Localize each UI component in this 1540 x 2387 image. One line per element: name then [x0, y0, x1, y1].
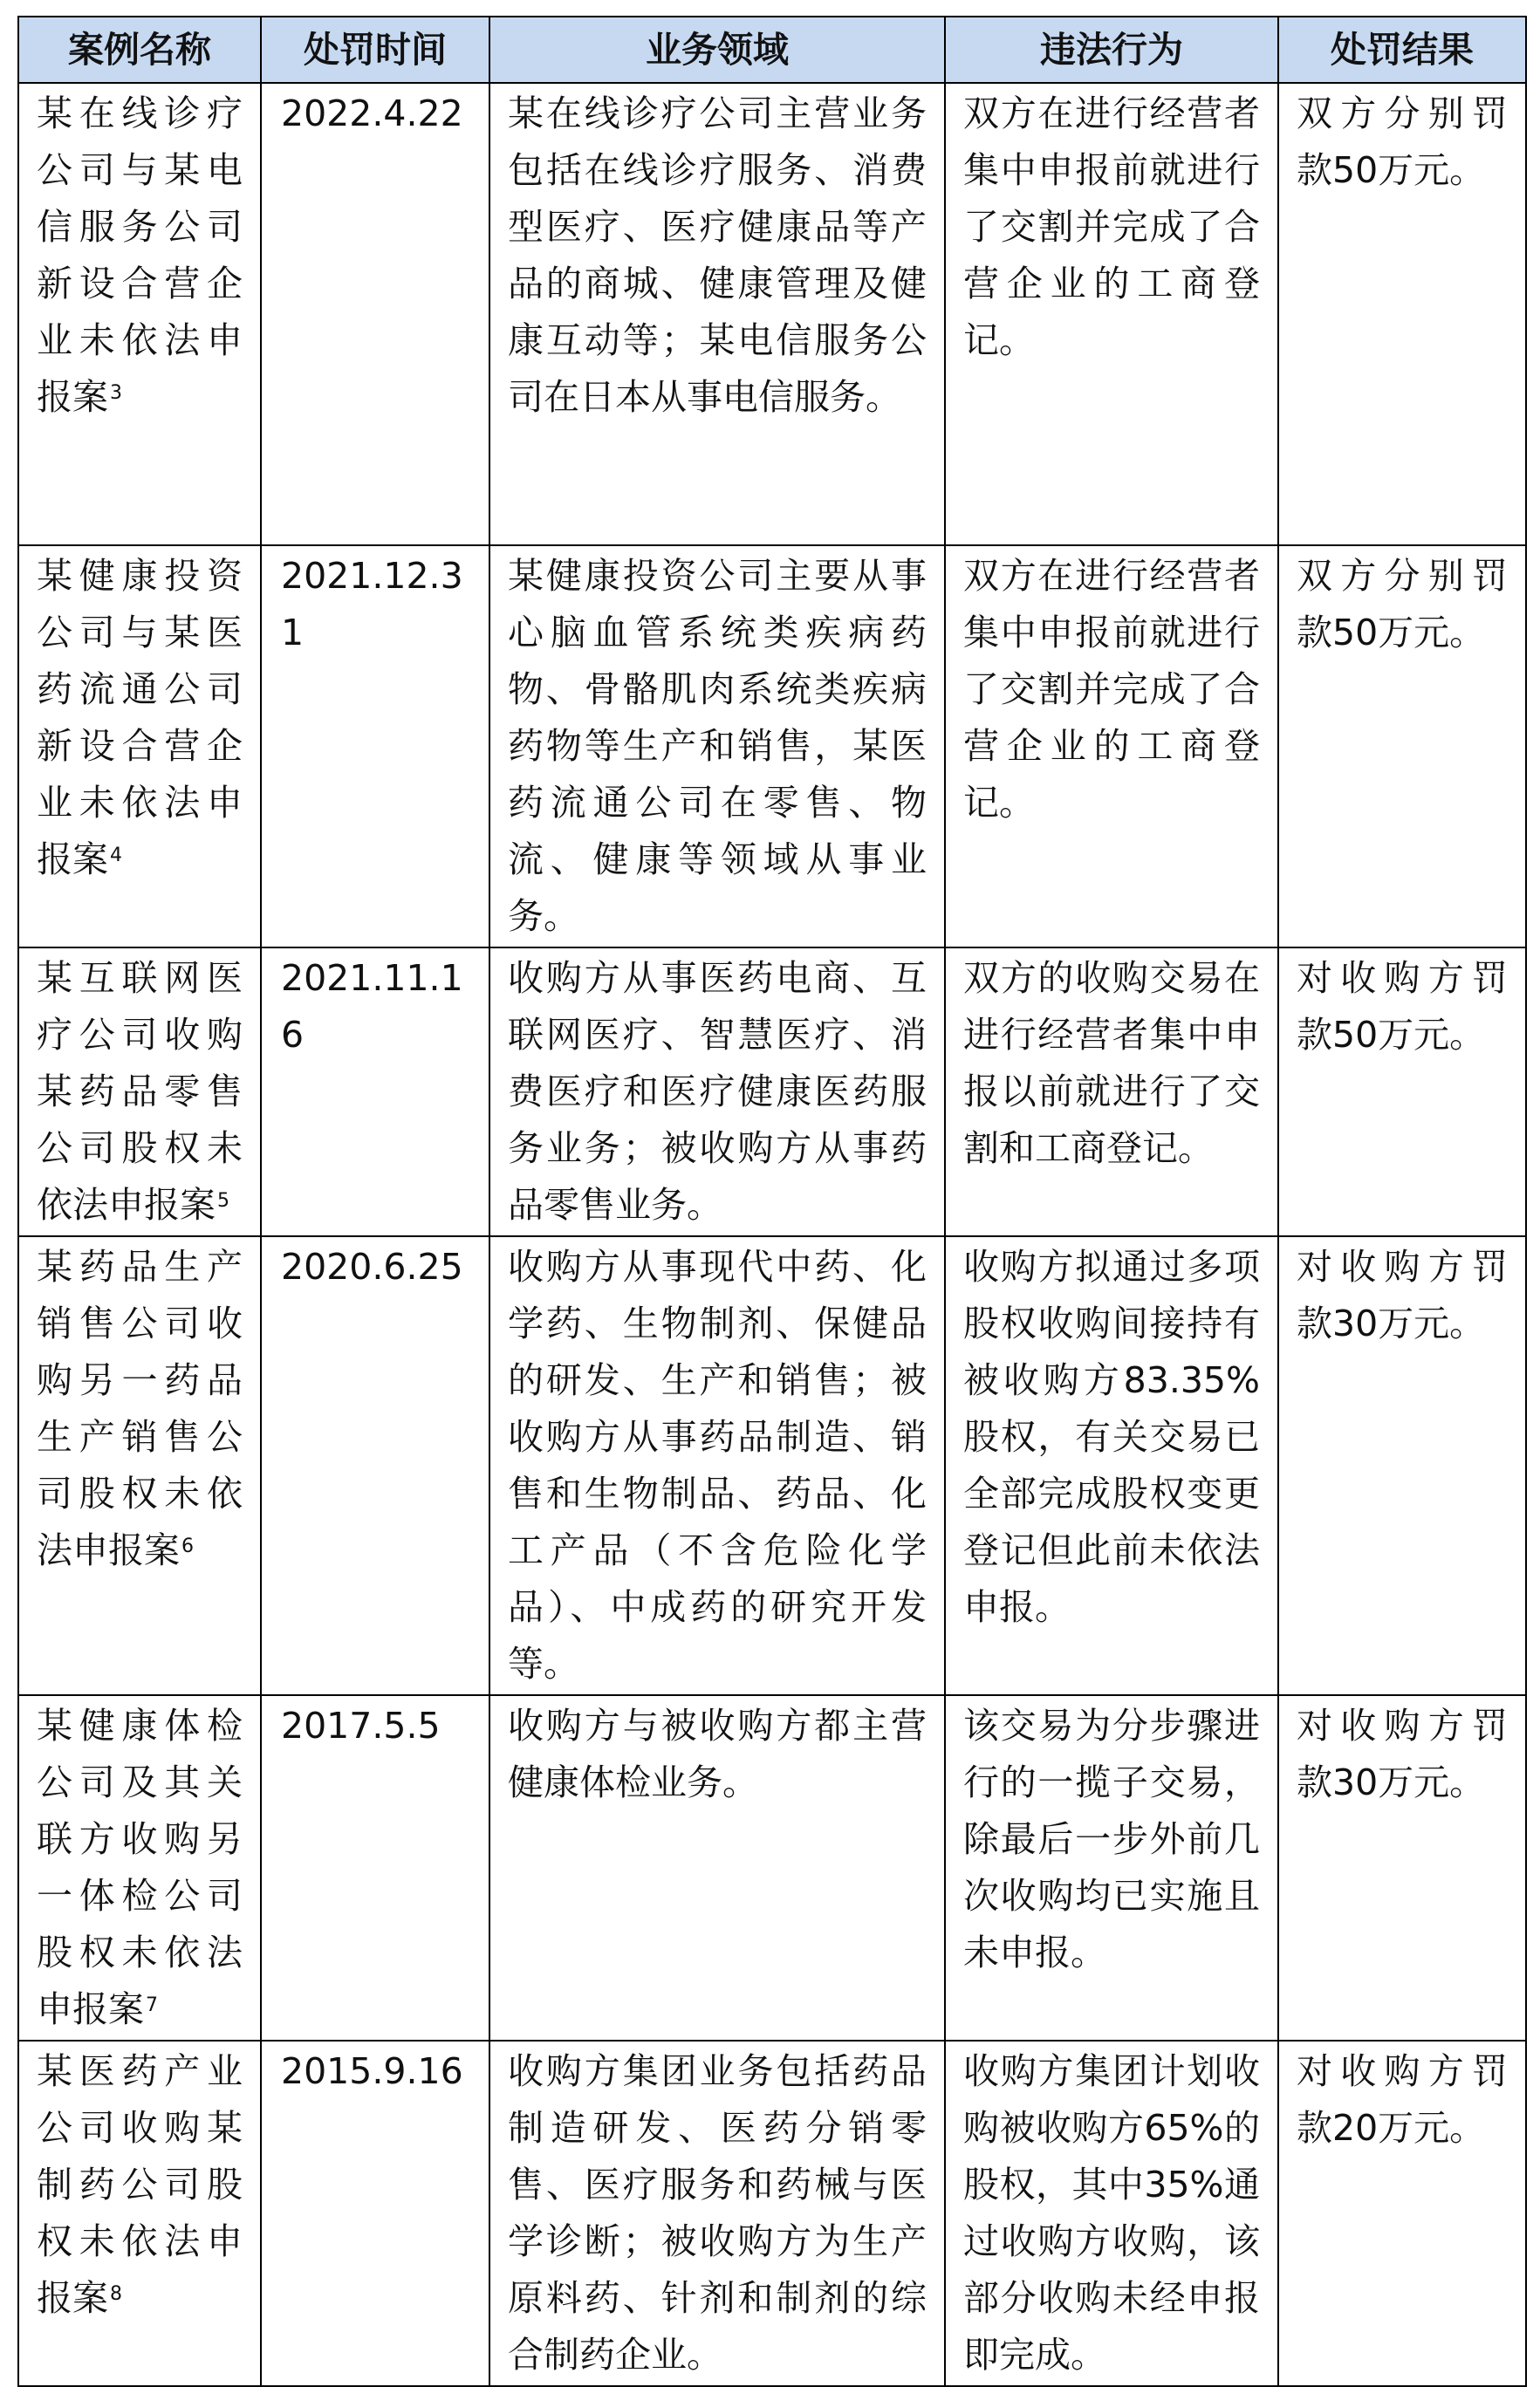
footnote-marker: 7: [146, 1994, 158, 2016]
business-field-cell: 收购方从事医药电商、互联网医疗、智慧医疗、消费医疗和医疗健康医药服务业务；被收购方从事药品零售业务。: [489, 947, 945, 1236]
case-name-cell: [18, 83, 261, 545]
footnote-marker: 5: [217, 1190, 229, 1212]
case-name-cell: [18, 1695, 261, 2041]
case-name: 某健康体检公司及其关联方收购另一体检公司股权未依法申报案: [37, 1705, 243, 2030]
violation-cell: 收购方拟通过多项股权收购间接持有被收购方83.35%股权，有关交易已全部完成股权变更登记但此前未依法申报。: [945, 1236, 1278, 1695]
penalty-result-cell: 双方分别罚款50万元。: [1278, 83, 1526, 545]
table-row: [18, 2041, 1526, 2386]
table-row: [18, 545, 1526, 947]
penalty-date-cell: 2022.4.22: [261, 83, 489, 545]
case-name: 某在线诊疗公司与某电信服务公司新设合营企业未依法申报案: [37, 92, 243, 418]
penalty-date-cell: 2020.6.25: [261, 1236, 489, 1695]
business-field-cell: 某健康投资公司主要从事心脑血管系统类疾病药物、骨骼肌肉系统类疾病药物等生产和销售，某医药流通公司在零售、物流、健康等领域从事业务。: [489, 545, 945, 947]
table-header-row: [18, 17, 1526, 83]
penalty-result-cell: 双方分别罚款50万元。: [1278, 545, 1526, 947]
violation-cell: 双方在进行经营者集中申报前就进行了交割并完成了合营企业的工商登记。: [945, 545, 1278, 947]
violation-cell: 收购方集团计划收购被收购方65%的股权，其中35%通过收购方收购，该部分收购未经申报即完成。: [945, 2041, 1278, 2386]
violation-cell: 该交易为分步骤进行的一揽子交易，除最后一步外前几次收购均已实施且未申报。: [945, 1695, 1278, 2041]
penalty-result-cell: 对收购方罚款30万元。: [1278, 1236, 1526, 1695]
header-business-field: 业务领域: [489, 17, 945, 83]
footnote-marker: 3: [110, 382, 122, 404]
penalty-date-cell: 2015.9.16: [261, 2041, 489, 2386]
penalty-cases-table-container: [17, 16, 1525, 2387]
business-field-cell: 收购方集团业务包括药品制造研发、医药分销零售、医疗服务和药械与医学诊断；被收购方为生产原料药、针剂和制剂的综合制药企业。: [489, 2041, 945, 2386]
penalty-date-cell: 2021.12.31: [261, 545, 489, 947]
penalty-date-cell: 2017.5.5: [261, 1695, 489, 2041]
footnote-marker: 8: [110, 2283, 122, 2305]
violation-cell: 双方的收购交易在进行经营者集中申报以前就进行了交割和工商登记。: [945, 947, 1278, 1236]
case-name-cell: [18, 1236, 261, 1695]
table-row: [18, 1695, 1526, 2041]
footnote-marker: 6: [181, 1535, 194, 1557]
table-row: [18, 1236, 1526, 1695]
violation-cell: 双方在进行经营者集中申报前就进行了交割并完成了合营企业的工商登记。: [945, 83, 1278, 545]
case-name: 某药品生产销售公司收购另一药品生产销售公司股权未依法申报案: [37, 1246, 243, 1571]
header-penalty-date: 处罚时间: [261, 17, 489, 83]
header-case-name: 案例名称: [18, 17, 261, 83]
penalty-result-cell: 对收购方罚款30万元。: [1278, 1695, 1526, 2041]
penalty-date-cell: 2021.11.16: [261, 947, 489, 1236]
business-field-cell: 收购方与被收购方都主营健康体检业务。: [489, 1695, 945, 2041]
business-field-cell: 某在线诊疗公司主营业务包括在线诊疗服务、消费型医疗、医疗健康品等产品的商城、健康管理及健康互动等；某电信服务公司在日本从事电信服务。: [489, 83, 945, 545]
case-name: 某医药产业公司收购某制药公司股权未依法申报案: [37, 2050, 243, 2319]
case-name-cell: [18, 2041, 261, 2386]
case-name: 某互联网医疗公司收购某药品零售公司股权未依法申报案: [37, 957, 243, 1226]
case-name-cell: [18, 947, 261, 1236]
header-violation: 违法行为: [945, 17, 1278, 83]
penalty-result-cell: 对收购方罚款50万元。: [1278, 947, 1526, 1236]
header-penalty-result: 处罚结果: [1278, 17, 1526, 83]
table-row: [18, 947, 1526, 1236]
case-name: 某健康投资公司与某医药流通公司新设合营企业未依法申报案: [37, 555, 243, 880]
footnote-marker: 4: [110, 845, 122, 866]
business-field-cell: 收购方从事现代中药、化学药、生物制剂、保健品的研发、生产和销售；被收购方从事药品制造、销售和生物制品、药品、化工产品（不含危险化学品）、中成药的研究开发等。: [489, 1236, 945, 1695]
case-name-cell: [18, 545, 261, 947]
penalty-result-cell: 对收购方罚款20万元。: [1278, 2041, 1526, 2386]
penalty-cases-table: [17, 16, 1527, 2387]
table-row: [18, 83, 1526, 545]
